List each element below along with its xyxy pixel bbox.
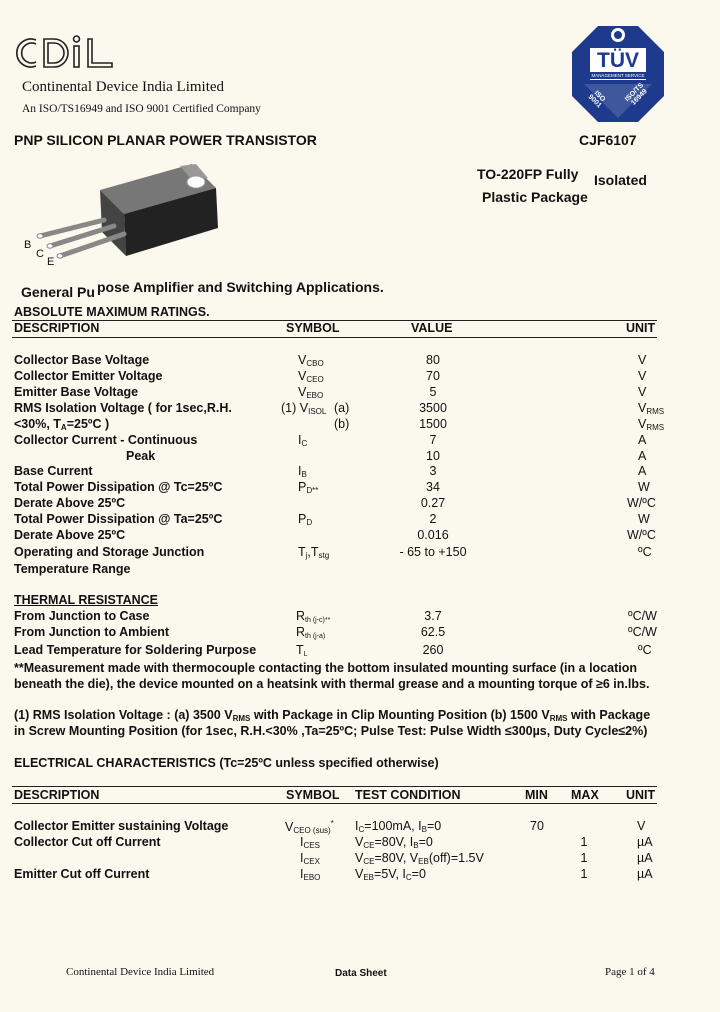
abs-max-row-value: - 65 to +150 — [399, 545, 467, 559]
unit-main: V — [638, 385, 647, 399]
cond-sub-a: EB — [363, 873, 375, 882]
unit-main: W — [638, 480, 650, 494]
electrical-heading: ELECTRICAL CHARACTERISTICS (Tc=25ºC unless specified otherwise) — [14, 756, 439, 770]
abs-max-row-description — [14, 528, 125, 542]
symbol-sub: EBO — [306, 391, 324, 400]
thermal-row-value: 3.7 — [424, 609, 442, 623]
unit-main: V — [638, 417, 647, 431]
company-name: Continental Device India Limited — [22, 79, 225, 95]
pin-label-c: C — [36, 248, 44, 260]
package-line1-a: TO-220FP Fully — [477, 166, 579, 182]
thermal-row-description: From Junction to Case — [14, 609, 150, 623]
abs-max-row-symbol — [298, 353, 324, 368]
abs-max-row-unit — [638, 449, 646, 463]
symbol-main: P — [298, 512, 307, 526]
elec-row-min: 70 — [530, 819, 544, 833]
isolation-note-1e: with Package — [567, 708, 651, 722]
symbol-sub: CES — [303, 841, 320, 850]
symbol-main: I — [298, 464, 302, 478]
desc-text: Temperature Range — [14, 562, 131, 576]
elec-row-unit: µA — [637, 835, 653, 849]
elec-row-symbol — [300, 835, 320, 850]
abs-max-row-value: 10 — [426, 449, 440, 463]
unit-main: W/ºC — [627, 528, 656, 542]
abs-max-row-value: 34 — [426, 480, 440, 494]
tuv-subtitle: MANAGEMENT SERVICE — [591, 73, 645, 78]
desc-text: Total Power Dissipation @ Ta=25ºC — [14, 512, 223, 526]
isolation-note-1b: RMS — [232, 714, 251, 723]
elec-col-min: MIN — [525, 788, 548, 802]
symbol-main: V — [285, 820, 294, 834]
electrical-top-rule — [12, 786, 657, 787]
symbol-sub: D** — [306, 486, 319, 495]
symbol-sub: C — [301, 439, 308, 448]
elec-row-max: 1 — [580, 835, 588, 849]
elec-row-unit: V — [637, 819, 646, 833]
unit-sub: RMS — [646, 423, 665, 432]
cond-c: (off)=1.5V — [428, 851, 484, 865]
pin-label-b: B — [24, 239, 32, 251]
elec-row-symbol — [300, 867, 320, 882]
abs-max-row-unit — [638, 545, 652, 559]
desc-text: Collector Emitter Voltage — [14, 369, 163, 383]
measurement-note-2: beneath the die), the device mounted on a heatsink with thermal grease and a mounting torque of ≥6 in.lbs. — [14, 677, 650, 691]
symbol-star: * — [330, 819, 334, 828]
symbol-sub: ISOL — [308, 407, 327, 416]
tuv-iso-left: ISO 9001 — [586, 89, 607, 110]
thermal-row-value: 62.5 — [420, 625, 446, 639]
symbol-main: R — [296, 625, 306, 639]
cond-b: =80V, V — [374, 851, 419, 865]
abs-max-row-value: 0.016 — [417, 528, 449, 542]
pin-label-e: E — [47, 256, 55, 268]
abs-max-row-value: 3500 — [419, 401, 447, 415]
abs-max-row-description — [14, 562, 130, 576]
abs-max-heading: ABSOLUTE MAXIMUM RATINGS. — [14, 305, 210, 319]
desc-text: Derate Above 25ºC — [14, 496, 126, 510]
abs-max-col-description: DESCRIPTION — [14, 321, 100, 335]
symbol-sub: L — [303, 651, 308, 658]
tuv-title: TÜV — [597, 49, 639, 72]
symbol-main: I — [300, 835, 304, 849]
desc-tail: =25ºC ) — [66, 417, 110, 431]
abs-max-col-unit: UNIT — [626, 321, 656, 335]
elec-row-description: Collector Cut off Current — [14, 835, 161, 849]
unit-main: A — [638, 449, 647, 463]
symbol-main: I — [300, 867, 304, 881]
product-title: PNP SILICON PLANAR POWER TRANSISTOR — [14, 132, 317, 148]
thermal-row-symbol — [296, 609, 330, 624]
elec-row-unit: µA — [637, 867, 653, 881]
symbol-main: I — [300, 851, 304, 865]
cond-sub-b: B — [421, 825, 427, 834]
cond-sub-b: B — [413, 841, 419, 850]
cond-sub-b: C — [405, 873, 412, 882]
abs-max-row-description — [14, 369, 162, 383]
symbol-sub: j — [305, 551, 308, 560]
abs-max-row-value: 80 — [426, 353, 440, 367]
cond-sub-b: EB — [418, 857, 429, 866]
unit-main: V — [638, 401, 647, 415]
abs-max-row-unit — [638, 417, 664, 432]
elec-col-unit: UNIT — [626, 788, 656, 802]
abs-max-row-symbol — [298, 385, 323, 400]
elec-row-condition — [355, 851, 484, 866]
abs-max-row-unit — [627, 528, 656, 542]
unit-main: V — [638, 369, 647, 383]
desc-text: Derate Above 25ºC — [14, 528, 126, 542]
thermal-row-symbol — [296, 643, 308, 658]
abs-max-row-description — [14, 353, 149, 367]
abs-max-row-value: 0.27 — [420, 496, 446, 510]
cond-a: V — [355, 851, 364, 865]
cond-b: =100mA, I — [364, 819, 422, 833]
footer-page: Page 1 of 4 — [605, 966, 655, 978]
isolation-note-1d: RMS — [549, 714, 568, 723]
abs-max-row-symbol — [298, 512, 312, 527]
application-title — [21, 284, 95, 300]
abs-max-row-description — [126, 449, 155, 463]
abs-max-row-description — [14, 496, 125, 510]
elec-row-unit: µA — [637, 851, 653, 865]
elec-row-symbol — [285, 819, 334, 835]
transistor-package-image — [20, 160, 220, 270]
abs-max-header-rule — [12, 337, 657, 338]
abs-max-row-symbol — [281, 401, 326, 416]
abs-max-row-description — [14, 512, 222, 526]
unit-sub: RMS — [646, 407, 665, 416]
certification-text: An ISO/TS16949 and ISO 9001 Certified Company — [22, 103, 261, 115]
abs-max-row-unit — [638, 353, 646, 367]
cond-a: V — [355, 867, 364, 881]
cond-a: V — [355, 835, 364, 849]
symbol-sub: D — [306, 518, 313, 527]
abs-max-row-unit — [627, 496, 656, 510]
unit-main: A — [638, 433, 647, 447]
cond-c: =0 — [411, 867, 426, 881]
symbol-main: V — [298, 353, 307, 367]
thermal-row-unit: ºC/W — [628, 609, 657, 623]
abs-max-row-description — [14, 545, 204, 559]
symbol-main: T — [296, 643, 304, 657]
application-part1: General Pu — [21, 284, 95, 300]
symbol-main: P — [298, 480, 307, 494]
thermal-heading: THERMAL RESISTANCE — [14, 593, 158, 607]
abs-max-row-unit — [638, 401, 664, 416]
symbol-main: R — [296, 609, 306, 623]
abs-max-row-case: (a) — [334, 401, 350, 415]
symbol-sub: EBO — [303, 873, 321, 882]
elec-row-description: Collector Emitter sustaining Voltage — [14, 819, 229, 833]
elec-row-symbol — [300, 851, 320, 866]
isolation-note-1a: (1) RMS Isolation Voltage : (a) 3500 V — [14, 708, 233, 722]
abs-max-col-symbol: SYMBOL — [286, 321, 340, 335]
desc-text: Collector Current - Continuous — [14, 433, 198, 447]
abs-max-row-unit — [638, 385, 646, 399]
electrical-header-rule — [12, 803, 657, 804]
footer-doc-type: Data Sheet — [335, 968, 387, 979]
unit-main: V — [638, 353, 647, 367]
symbol-sub: th (j-a) — [305, 633, 326, 640]
cond-a: I — [355, 819, 359, 833]
unit-main: ºC — [638, 545, 652, 559]
desc-text: Emitter Base Voltage — [14, 385, 139, 399]
elec-row-max: 1 — [580, 867, 588, 881]
abs-max-row-unit — [638, 369, 646, 383]
elec-col-description: DESCRIPTION — [14, 788, 100, 802]
elec-row-condition — [355, 835, 433, 850]
thermal-row-description: Lead Temperature for Soldering Purpose — [14, 643, 257, 657]
thermal-row-value: 260 — [422, 643, 444, 657]
symbol-sub: CBO — [306, 359, 324, 368]
elec-row-description: Emitter Cut off Current — [14, 867, 150, 881]
isolation-note-1 — [14, 708, 650, 723]
company-logo — [14, 30, 124, 78]
abs-max-row-description — [14, 417, 109, 432]
cond-c: =0 — [418, 835, 433, 849]
abs-max-col-value: VALUE — [411, 321, 453, 335]
desc-text: Collector Base Voltage — [14, 353, 150, 367]
elec-row-max: 1 — [580, 851, 588, 865]
package-line1 — [477, 166, 578, 182]
abs-max-row-description — [14, 464, 93, 478]
thermal-row-symbol — [296, 625, 325, 640]
application-part2: pose Amplifier and Switching Applications. — [97, 279, 384, 295]
cond-c: =0 — [426, 819, 442, 833]
abs-max-row-description — [14, 385, 138, 399]
desc-text: RMS Isolation Voltage ( for 1sec,R.H. — [14, 401, 232, 415]
symbol-main: V — [298, 385, 307, 399]
desc-text: Base Current — [14, 464, 93, 478]
abs-max-row-value: 7 — [429, 433, 437, 447]
abs-max-row-symbol — [298, 369, 324, 384]
unit-main: A — [638, 464, 647, 478]
abs-max-row-unit — [638, 464, 646, 478]
measurement-note-1: **Measurement made with thermocouple contacting the bottom insulated mounting surface (in a location — [14, 661, 637, 675]
abs-max-row-unit — [638, 433, 646, 447]
symbol-main: (1) V — [281, 401, 309, 415]
symbol-sub: CEX — [303, 857, 320, 866]
tuv-iso-right: ISO/TS 16949 — [623, 81, 649, 107]
abs-max-row-value: 5 — [429, 385, 437, 399]
desc-text: Peak — [126, 449, 156, 463]
tuv-badge — [568, 22, 668, 126]
isolation-note-2: in Screw Mounting Position (for 1sec, R.H.<30% ,Ta=25ºC; Pulse Test: Pulse Width ≤300µs, Duty Cycle≤2%) — [14, 724, 648, 738]
abs-max-row-unit — [638, 480, 650, 494]
part-number: CJF6107 — [579, 132, 637, 148]
package-line2: Plastic Package — [482, 189, 588, 205]
symbol-main: V — [298, 369, 307, 383]
abs-max-row-value: 70 — [426, 369, 440, 383]
abs-max-row-value: 1500 — [419, 417, 447, 431]
desc-sub: A — [60, 423, 67, 432]
desc-text: Total Power Dissipation @ Tc=25ºC — [14, 480, 223, 494]
unit-main: W/ºC — [627, 496, 656, 510]
abs-max-row-description — [14, 433, 197, 447]
symbol-sub: B — [301, 470, 307, 479]
abs-max-row-unit — [638, 512, 650, 526]
abs-max-row-symbol — [298, 480, 318, 495]
cond-sub-a: CE — [363, 857, 375, 866]
unit-main: W — [638, 512, 650, 526]
elec-col-condition: TEST CONDITION — [355, 788, 461, 802]
cond-b: =80V, I — [374, 835, 414, 849]
abs-max-row-symbol — [298, 433, 307, 448]
cond-b: =5V, I — [374, 867, 406, 881]
abs-max-row-description — [14, 480, 222, 494]
abs-max-row-case: (b) — [334, 417, 350, 431]
symbol-main: T — [298, 545, 306, 559]
thermal-row-unit: ºC/W — [628, 625, 657, 639]
abs-max-row-symbol — [298, 464, 307, 479]
isolation-note-1c: with Package in Clip Mounting Position (b) 1500 V — [250, 708, 550, 722]
elec-col-symbol: SYMBOL — [286, 788, 340, 802]
cond-sub-a: CE — [363, 841, 375, 850]
symbol-sub: CEO — [306, 375, 324, 384]
symbol-sub: CEO (sus) — [293, 826, 331, 835]
thermal-row-description: From Junction to Ambient — [14, 625, 170, 639]
abs-max-row-value: 3 — [429, 464, 437, 478]
desc-text: Operating and Storage Junction — [14, 545, 205, 559]
thermal-row-unit: ºC — [638, 643, 652, 657]
abs-max-row-description — [14, 401, 232, 415]
elec-row-condition — [355, 867, 426, 882]
symbol-main: I — [298, 433, 302, 447]
symbol-sub-2: stg — [318, 551, 330, 560]
desc-text: <30%, T — [14, 417, 61, 431]
symbol-main-2: ,T — [307, 545, 319, 559]
elec-row-condition — [355, 819, 441, 834]
package-line1-b: Isolated — [594, 172, 647, 188]
abs-max-row-symbol — [298, 545, 329, 560]
abs-max-row-value: 2 — [429, 512, 437, 526]
footer-company: Continental Device India Limited — [66, 966, 215, 978]
cond-sub-a: C — [358, 825, 365, 834]
elec-col-max: MAX — [571, 788, 599, 802]
symbol-sub: th (j-c)** — [305, 617, 331, 624]
